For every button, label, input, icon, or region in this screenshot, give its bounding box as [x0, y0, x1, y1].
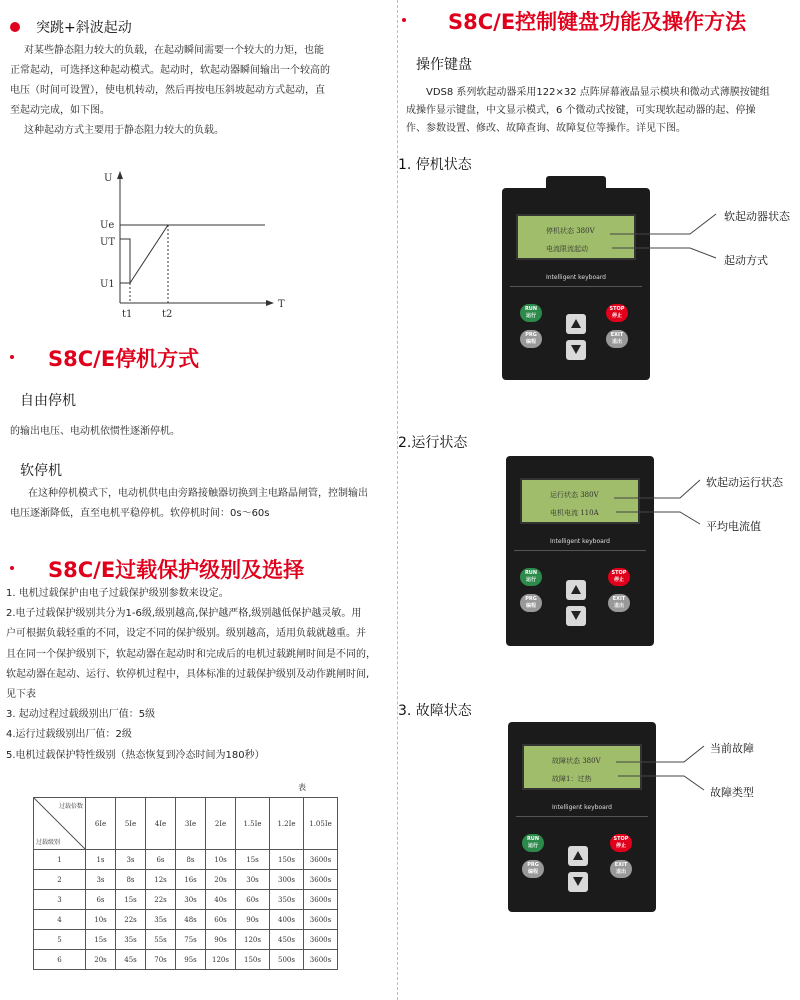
callout-fault-type: 故障类型 [710, 786, 754, 799]
lcd-line1: 故障状态 380V [552, 757, 601, 765]
section3-line: 软起动器在起动、运行、软停机过程中，具体标准的过载保护级别及动作跳闸时间, [6, 668, 370, 680]
table-cell: 22s [146, 890, 176, 910]
y-tick-u1: U1 [100, 279, 115, 290]
table-cell: 500s [270, 950, 304, 970]
run-label: RUN [524, 570, 538, 576]
run-label: RUN [524, 306, 538, 312]
table-header-cell: 5Ie [116, 798, 146, 850]
callout-running-status: 软起动运行状态 [706, 476, 783, 489]
panel2-title: 2.运行状态 [398, 435, 468, 451]
table-cell: 3 [34, 890, 86, 910]
corner-top-label: 过载倍数 [58, 803, 83, 810]
table-cell: 75s [176, 930, 206, 950]
prg-sublabel: 编程 [525, 603, 536, 609]
table-caption: 表 [298, 783, 306, 792]
exit-sublabel: 退出 [613, 603, 624, 609]
section3-line: 1. 电机过载保护由电子过载保护级别参数来设定。 [6, 588, 229, 599]
x-tick-t1: t1 [122, 309, 133, 320]
table-cell: 3s [116, 850, 146, 870]
table-cell: 6s [146, 850, 176, 870]
section3-line: 3. 起动过程过载级别出厂值：5级 [6, 709, 156, 721]
section1-line: 正常起动，可选择这种起动模式。起动时，软起动器瞬间输出一个较高的 [10, 65, 330, 76]
table-cell: 3600s [304, 850, 338, 870]
callout-status: 软起动器状态 [724, 210, 790, 223]
stop-sublabel: 停止 [615, 843, 626, 849]
table-cell: 120s [236, 930, 270, 950]
table-cell: 3s [86, 870, 116, 890]
table-header-cell: 3Ie [176, 798, 206, 850]
table-header-cell: 1.2Ie [270, 798, 304, 850]
stop-sublabel: 停止 [613, 577, 624, 583]
x-axis-label: T [278, 299, 285, 310]
corner-bottom-label: 过载级别 [36, 839, 61, 846]
table-cell: 35s [146, 910, 176, 930]
section3-line: 4.运行过载级别出厂值：2级 [6, 729, 132, 741]
brand-label: Intelligent keyboard [551, 804, 612, 811]
table-cell: 2 [34, 870, 86, 890]
table-cell: 8s [176, 850, 206, 870]
table-header-cell: 1.5Ie [236, 798, 270, 850]
table-header-cell: 2Ie [206, 798, 236, 850]
table-cell: 10s [86, 910, 116, 930]
prg-label: PRG [525, 596, 537, 602]
table-cell: 20s [206, 870, 236, 890]
intro-line: 作、参数设置、修改、故障查询、故障复位等操作。详见下图。 [406, 123, 686, 134]
table-cell: 400s [270, 910, 304, 930]
leader-line [616, 512, 700, 524]
exit-sublabel: 退出 [615, 869, 626, 875]
table-cell: 35s [116, 930, 146, 950]
table-cell: 10s [206, 850, 236, 870]
stop-label: STOP [611, 570, 627, 576]
prg-label: PRG [527, 862, 539, 868]
prg-label: PRG [525, 332, 537, 338]
exit-label: EXIT [610, 332, 624, 338]
lcd-line1: 运行状态 380V [550, 491, 599, 499]
table-cell: 90s [236, 910, 270, 930]
x-tick-t2: t2 [162, 309, 173, 320]
brand-label: Intelligent keyboard [545, 274, 606, 281]
table-cell: 1 [34, 850, 86, 870]
table-cell: 450s [270, 930, 304, 950]
y-axis-label: U [104, 173, 113, 184]
table-cell: 20s [86, 950, 116, 970]
section3-title: S8C/E过载保护级别及选择 [48, 558, 305, 582]
table-cell: 4 [34, 910, 86, 930]
soft-stop-line: 在这种停机模式下，电动机供电由旁路接触器切换到主电路晶闸管，控制输出 [28, 488, 368, 499]
table-cell: 3600s [304, 950, 338, 970]
section1-line: 对某些静态阻力较大的负载，在起动瞬间需要一个较大的力矩，也能 [24, 45, 324, 56]
table-cell: 55s [146, 930, 176, 950]
section3-line: 5.电机过载保护特性级别（热态恢复到冷态时间为180秒） [6, 749, 265, 761]
table-cell: 70s [146, 950, 176, 970]
panel3-title: 3. 故障状态 [398, 703, 472, 719]
brand-label: Intelligent keyboard [549, 538, 610, 545]
table-cell: 1s [86, 850, 116, 870]
intro-line: 成操作显示键盘，中文显示模式，6 个微动式按键，可实现软起动器的起、停操 [406, 105, 756, 116]
table-cell: 120s [206, 950, 236, 970]
table-cell: 40s [206, 890, 236, 910]
table-cell: 6 [34, 950, 86, 970]
panel1-title: 1. 停机状态 [398, 157, 472, 173]
right-title: S8C/E控制键盘功能及操作方法 [448, 10, 747, 34]
callout-avg-current: 平均电流值 [706, 520, 761, 533]
exit-label: EXIT [614, 862, 628, 868]
run-sublabel: 运行 [527, 843, 538, 849]
table-cell: 15s [116, 890, 146, 910]
run-sublabel: 运行 [525, 577, 536, 583]
table-cell: 15s [86, 930, 116, 950]
table-header-cell: 4Ie [146, 798, 176, 850]
prg-sublabel: 编程 [527, 869, 538, 875]
leader-line [610, 214, 716, 234]
table-cell: 300s [270, 870, 304, 890]
soft-stop-line: 电压逐渐降低，直至电机平稳停机。软停机时间：0s～60s [10, 508, 270, 519]
table-cell: 12s [146, 870, 176, 890]
soft-stop-heading: 软停机 [20, 463, 62, 479]
table-cell: 60s [236, 890, 270, 910]
lcd-line2: 故障1：过热 [552, 775, 592, 783]
section3-line: 且在同一个保护级别下，软起动器在起动时和完成后的电机过载跳闸时间是不同的， [6, 648, 376, 660]
section1-line: 至起动完成，如下图。 [10, 105, 110, 116]
y-tick-ut: UT [100, 237, 116, 248]
run-sublabel: 运行 [525, 313, 536, 319]
y-tick-ue: Ue [100, 220, 115, 231]
table-cell: 16s [176, 870, 206, 890]
table-cell: 30s [176, 890, 206, 910]
table-cell: 3600s [304, 910, 338, 930]
table-cell: 60s [206, 910, 236, 930]
leader-line [612, 248, 716, 258]
table-cell: 6s [86, 890, 116, 910]
run-label: RUN [526, 836, 540, 842]
prg-sublabel: 编程 [525, 339, 536, 345]
table-cell: 95s [176, 950, 206, 970]
section3-line: 2.电子过载保护级别共分为1-6级,级别越高,保护越严格,级别越低保护越灵敏。用 [6, 608, 362, 620]
lcd-line2: 电机电流 110A [550, 509, 599, 517]
leader-line [616, 746, 704, 762]
free-stop-text: 的输出电压、电动机依惯性逐渐停机。 [10, 426, 180, 437]
keyboard-heading: 操作键盘 [416, 57, 472, 73]
table-cell: 3600s [304, 870, 338, 890]
callout-current-fault: 当前故障 [710, 742, 754, 755]
table-cell: 350s [270, 890, 304, 910]
section2-title: S8C/E停机方式 [48, 347, 200, 371]
section1-title: 突跳+斜波起动 [36, 20, 132, 36]
table-cell: 3600s [304, 930, 338, 950]
table-cell: 15s [236, 850, 270, 870]
intro-line: VDS8 系列软起动器采用122×32 点阵屏幕液晶显示模块和微动式薄膜按键组 [426, 87, 770, 98]
section1-line: 这种起动方式主要用于静态阻力较大的负载。 [24, 125, 224, 136]
lcd-line1: 停机状态 380V [546, 227, 595, 235]
table-header-cell: 6Ie [86, 798, 116, 850]
leader-line [614, 480, 700, 498]
callout-start-mode: 起动方式 [724, 254, 768, 267]
exit-sublabel: 退出 [611, 339, 622, 345]
free-stop-heading: 自由停机 [20, 393, 76, 409]
section1-line: 电压（时间可设置），使电机转动，然后再按电压斜坡起动方式起动，直 [10, 85, 325, 96]
table-cell: 150s [236, 950, 270, 970]
stop-label: STOP [609, 306, 625, 312]
table-cell: 90s [206, 930, 236, 950]
table-cell: 45s [116, 950, 146, 970]
stop-label: STOP [613, 836, 629, 842]
section3-line: 见下表 [6, 689, 36, 701]
exit-label: EXIT [612, 596, 626, 602]
table-cell: 48s [176, 910, 206, 930]
leader-line [618, 776, 704, 790]
lcd-line2: 电流限流起动 [546, 245, 588, 253]
table-cell: 3600s [304, 890, 338, 910]
table-cell: 30s [236, 870, 270, 890]
table-cell: 5 [34, 930, 86, 950]
table-cell: 8s [116, 870, 146, 890]
section3-line: 户可根据负载轻重的不同，设定不同的保护级别。级别越高，适用负载就越重。并 [6, 628, 366, 640]
table-header-cell: 1.05Ie [304, 798, 338, 850]
table-cell: 150s [270, 850, 304, 870]
table-cell: 22s [116, 910, 146, 930]
stop-sublabel: 停止 [611, 313, 622, 319]
